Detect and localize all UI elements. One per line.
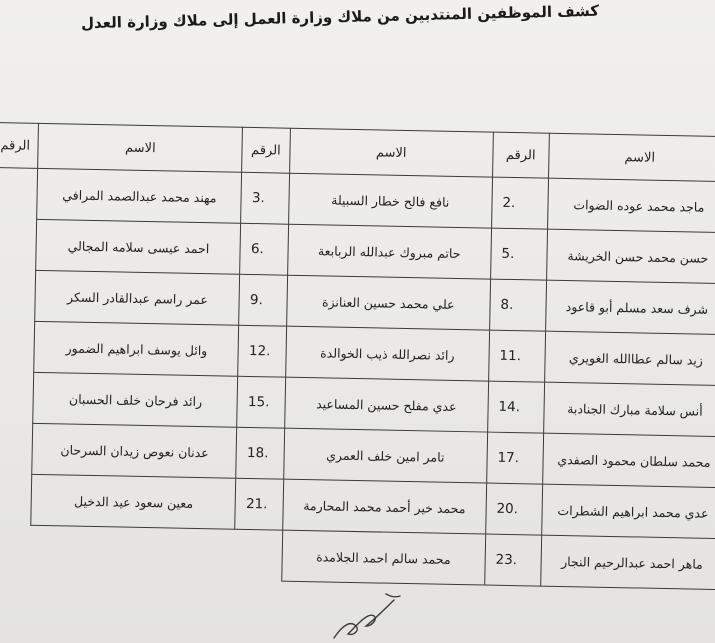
employee-number: 8. xyxy=(489,279,546,331)
employee-number: 5. xyxy=(490,228,547,280)
empty-cell xyxy=(30,525,235,580)
employee-number: 20. xyxy=(486,483,543,535)
employee-number: 15. xyxy=(237,376,285,428)
document-title: كشف الموظفين المنتدبين من ملاك وزارة العمل إلى ملاك وزارة العدل xyxy=(80,1,600,33)
header-name: الاسم xyxy=(38,123,243,172)
employee-name: حاتم مبروك عبدالله الربابعة xyxy=(287,224,491,279)
empty-cell xyxy=(0,422,33,474)
signature-mark xyxy=(328,586,408,643)
header-name: الاسم xyxy=(548,133,715,181)
employee-number: 14. xyxy=(488,381,545,433)
employee-number: 11. xyxy=(488,330,545,382)
employee-name: عدي مفلح حسين المساعيد xyxy=(284,377,488,432)
employee-name: محمد سلطان محمود الصفدي xyxy=(542,433,715,487)
employee-number: 18. xyxy=(236,427,284,479)
employee-name: وائل يوسف ابراهيم الضمور xyxy=(34,321,239,376)
employee-name: علي محمد حسين العنانزة xyxy=(286,275,490,330)
employee-name: عدنان نعوص زيدان السرحان xyxy=(32,423,237,478)
employee-name: عمر راسم عبدالقادر السكر xyxy=(35,270,240,325)
employee-name: نافع فالح خطار السبيلة xyxy=(288,173,492,228)
empty-cell xyxy=(0,218,37,270)
employee-number: 12. xyxy=(238,325,286,377)
employee-name: رائد نصرالله ذيب الخوالدة xyxy=(285,326,489,381)
employee-name: احمد عيسى سلامه المجالي xyxy=(36,219,241,274)
employee-number: 2. xyxy=(491,177,548,229)
header-number: الرقم xyxy=(242,127,290,173)
employee-name: حسن محمد حسن الخريشة xyxy=(546,229,715,283)
employee-name: ماجد محمد عوده الضوات xyxy=(547,178,715,232)
employee-number: 3. xyxy=(241,172,289,224)
empty-cell xyxy=(0,371,34,423)
employee-name: رائد فرحان خلف الحسبان xyxy=(33,372,238,427)
employee-name: معين سعود عيد الدخيل xyxy=(31,474,236,529)
empty-cell xyxy=(0,269,36,321)
employee-name: عدي محمد ابراهيم الشطرات xyxy=(541,484,715,538)
employee-name: تامر امين خلف العمري xyxy=(283,428,487,483)
empty-cell xyxy=(0,320,35,372)
employees-table xyxy=(0,122,715,590)
employee-number: 9. xyxy=(239,274,287,326)
employee-name: مهند محمد عبدالصمد المرافي xyxy=(37,168,242,223)
empty-cell xyxy=(0,168,38,220)
employee-name: محمد خير أحمد محمد المحارمة xyxy=(282,479,486,534)
employee-number: 17. xyxy=(487,432,544,484)
empty-cell xyxy=(0,524,31,576)
employee-number: 6. xyxy=(240,223,288,275)
empty-cell xyxy=(0,473,32,525)
header-number: الرقم xyxy=(492,132,549,178)
header-name: الاسم xyxy=(289,128,493,177)
employee-name: أنس سلامة مبارك الجنادبة xyxy=(543,382,715,436)
employee-number: 21. xyxy=(235,478,283,530)
header-number: الرقم xyxy=(0,123,39,169)
employee-name: محمد سالم احمد الجلامدة xyxy=(281,530,485,585)
employee-name: شرف سعد مسلم أبو قاعود xyxy=(545,280,715,334)
employee-name: زيد سالم عطاالله الغويري xyxy=(544,331,715,385)
employee-name: ماهر احمد عبدالرحيم النجار xyxy=(540,535,715,589)
employees-table-wrapper xyxy=(0,122,715,590)
empty-cell xyxy=(234,529,282,581)
employee-number: 23. xyxy=(485,534,542,586)
